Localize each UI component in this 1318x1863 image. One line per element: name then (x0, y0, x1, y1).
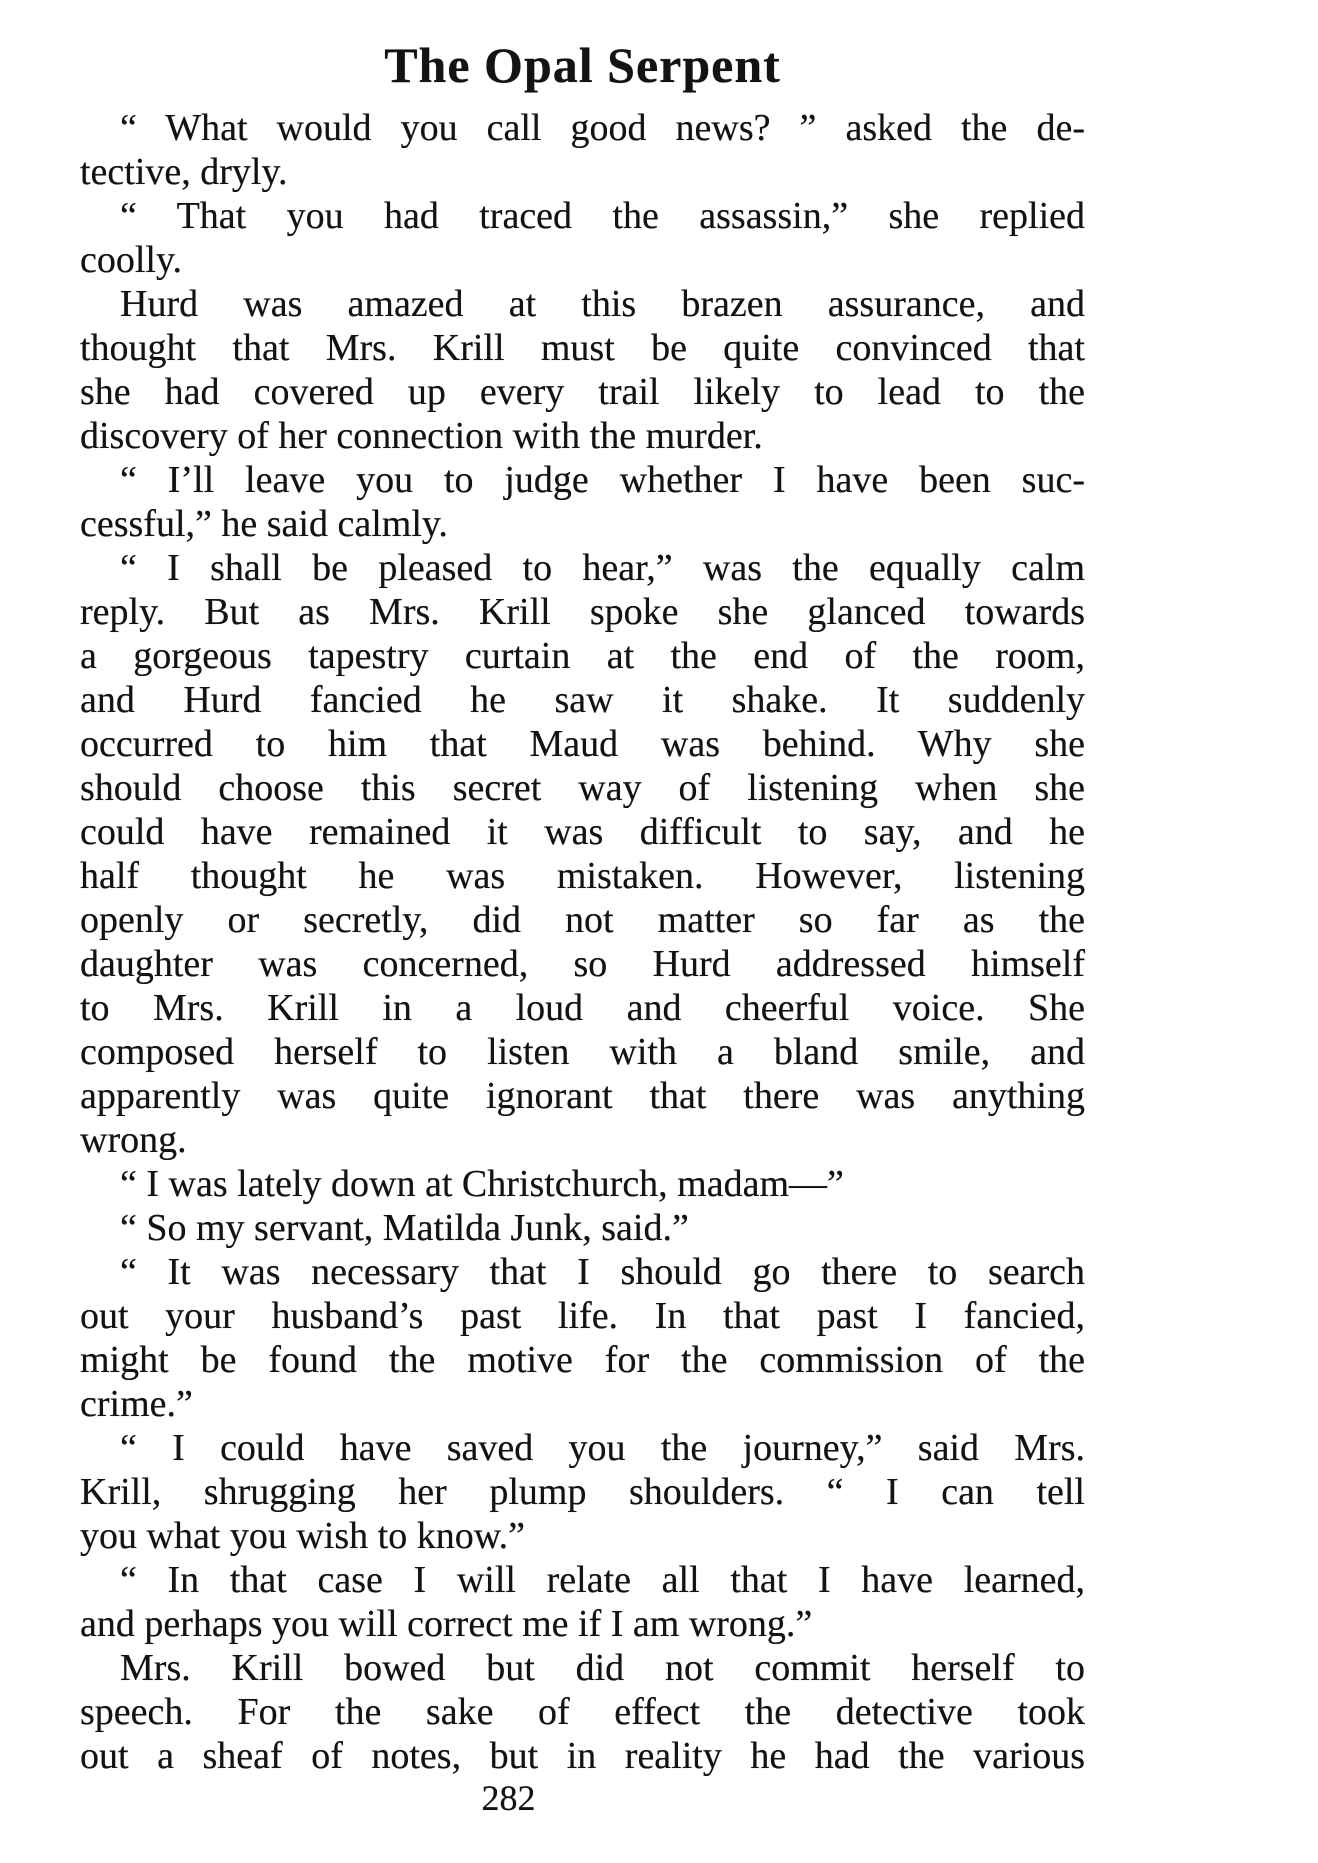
text-line: “ In that case I will relate all that I have learned, (120, 1559, 1085, 1601)
text-line: apparently was quite ignorant that there was anything (80, 1075, 1085, 1117)
text-line: and Hurd fancied he saw it shake. It suddenly (80, 679, 1085, 721)
text-line: daughter was concerned, so Hurd addressed himself (80, 943, 1085, 985)
text-line: should choose this secret way of listening when she (80, 767, 1085, 809)
text-line: coolly. (80, 239, 183, 281)
page-number (80, 1776, 1085, 1820)
text-line: to Mrs. Krill in a loud and cheerful voice. She (80, 987, 1085, 1029)
text-block (80, 106, 1085, 1778)
text-line: Mrs. Krill bowed but did not commit herself to (120, 1647, 1085, 1689)
text-line: cessful,” he said calmly. (80, 503, 448, 545)
text-line: and perhaps you will correct me if I am wrong.” (80, 1603, 813, 1645)
page-number-value: 282 (481, 1778, 536, 1818)
text-line: out a sheaf of notes, but in reality he had the various (80, 1735, 1085, 1777)
text-line: “ I’ll leave you to judge whether I have been suc- (120, 459, 1085, 501)
text-line: wrong. (80, 1119, 187, 1161)
text-line: could have remained it was difficult to say, and he (80, 811, 1085, 853)
text-line: “ I shall be pleased to hear,” was the equally calm (120, 547, 1085, 589)
text-line: “ It was necessary that I should go there to search (120, 1251, 1085, 1293)
text-line: might be found the motive for the commission of the (80, 1339, 1085, 1381)
text-line: occurred to him that Maud was behind. Why she (80, 723, 1085, 765)
text-line: you what you wish to know.” (80, 1515, 526, 1557)
text-line: out your husband’s past life. In that past I fancied, (80, 1295, 1085, 1337)
text-line: Krill, shrugging her plump shoulders. “ I can tell (80, 1471, 1085, 1513)
text-line: she had covered up every trail likely to lead to the (80, 371, 1085, 413)
text-line: reply. But as Mrs. Krill spoke she glanced towards (80, 591, 1085, 633)
text-line: openly or secretly, did not matter so far as the (80, 899, 1085, 941)
text-line: “ What would you call good news? ” asked the de- (120, 107, 1085, 149)
text-line: “ I was lately down at Christchurch, madam—” (120, 1163, 844, 1205)
text-line: tective, dryly. (80, 151, 288, 193)
text-line: crime.” (80, 1383, 193, 1425)
text-line: discovery of her connection with the murder. (80, 415, 763, 457)
text-line: composed herself to listen with a bland smile, and (80, 1031, 1085, 1073)
text-line: Hurd was amazed at this brazen assurance, and (120, 283, 1085, 325)
text-line: thought that Mrs. Krill must be quite convinced that (80, 327, 1085, 369)
running-title: The Opal Serpent (384, 37, 781, 93)
text-line: speech. For the sake of effect the detective took (80, 1691, 1085, 1733)
text-line: “ That you had traced the assassin,” she replied (120, 195, 1085, 237)
text-line: half thought he was mistaken. However, listening (80, 855, 1085, 897)
text-line: a gorgeous tapestry curtain at the end of the room, (80, 635, 1085, 677)
text-line: “ So my servant, Matilda Junk, said.” (120, 1207, 689, 1249)
text-line: “ I could have saved you the journey,” said Mrs. (120, 1427, 1085, 1469)
